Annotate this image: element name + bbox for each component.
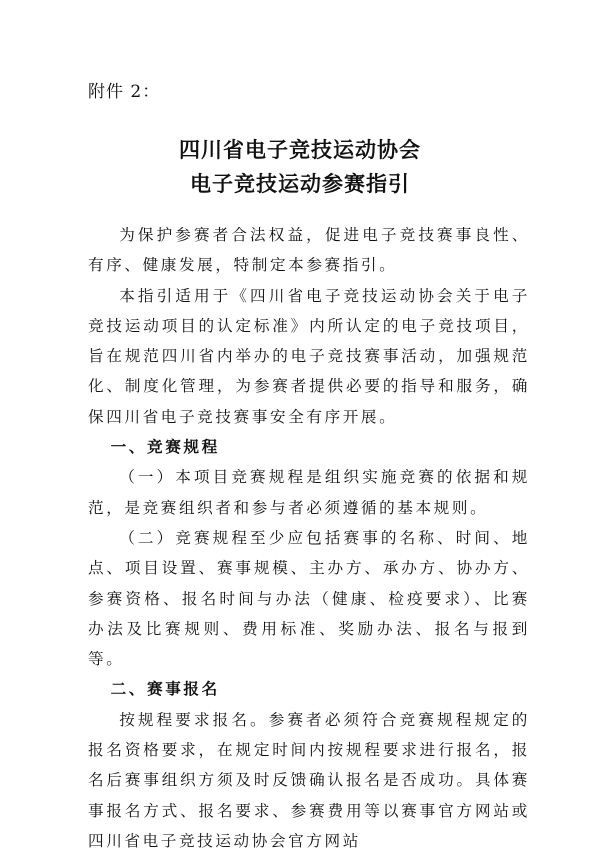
document-title-line-1: 四川省电子竞技运动协会: [179, 138, 421, 162]
section-paragraph: 按规程要求报名。参赛者必须符合竞赛规程规定的报名资格要求，在规定时间内按规程要求进行报名，报名后赛事组织方须及时反馈确认报名是否成功。具体赛事报名方式、报名要求、参赛费用等以赛事官方网站或四川省电子竞技运动协会官方网站: [88, 710, 530, 850]
section-heading-competition-rules: 一、竞赛规程: [110, 438, 220, 457]
section-heading-registration: 二、赛事报名: [110, 680, 220, 699]
document-title-line-2: 电子竞技运动参赛指引: [190, 172, 410, 196]
section-paragraph: （一）本项目竞赛规程是组织实施竞赛的依据和规范，是竞赛组织者和参与者必须遵循的基本规则。: [88, 468, 530, 517]
scope-paragraph: 本指引适用于《四川省电子竞技运动协会关于电子竞技运动项目的认定标准》内所认定的电子竞技项目，旨在规范四川省内举办的电子竞技赛事活动，加强规范化、制度化管理，为参赛者提供必要的指导和服务，确保四川省电子竞技赛事安全有序开展。: [88, 286, 530, 426]
intro-paragraph: 为保护参赛者合法权益，促进电子竞技赛事良性、有序、健康发展，特制定本参赛指引。: [88, 226, 530, 275]
attachment-label: 附件 2：: [88, 82, 161, 102]
section-paragraph: （二）竞赛规程至少应包括赛事的名称、时间、地点、项目设置、赛事规模、主办方、承办方、协办方、参赛资格、报名时间与办法（健康、检疫要求）、比赛办法及比赛规则、费用标准、奖励办法、报名与报到等。: [88, 528, 530, 669]
document-body: [88, 220, 530, 856]
